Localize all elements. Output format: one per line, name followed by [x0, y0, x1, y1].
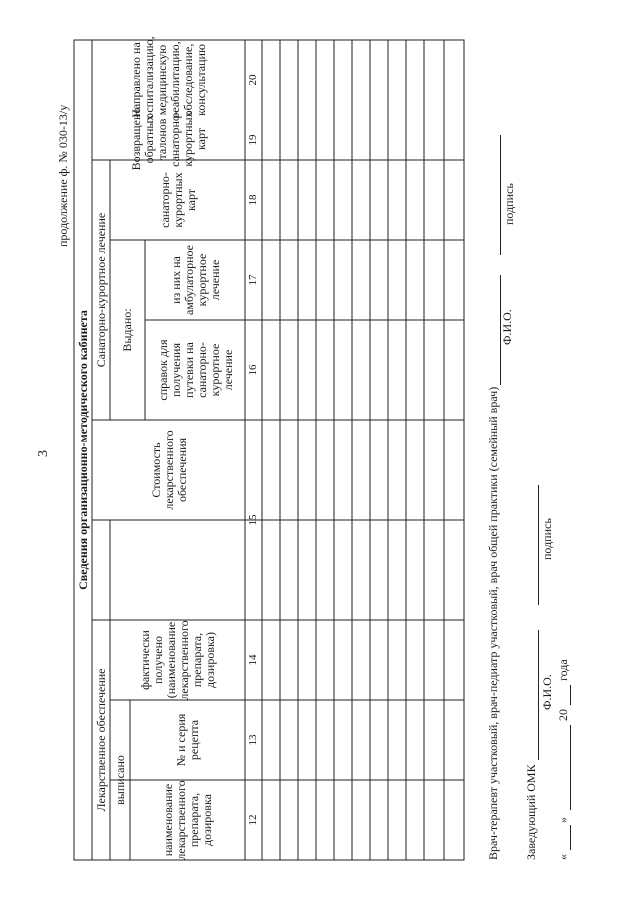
head-signature-underline [538, 485, 539, 605]
header-drug-supply: Лекарственное обеспечение [93, 668, 108, 812]
col-number-20: 20 [247, 74, 259, 86]
header-col-15: Стоимость лекарственного обеспечения [148, 430, 189, 510]
col-number-12: 12 [247, 814, 259, 826]
date-close-quote: » [556, 817, 570, 823]
col-number-13: 13 [247, 734, 259, 746]
date-open-quote: « [556, 854, 570, 860]
header-col-17: из них на амбулаторное курортное лечение [168, 244, 222, 316]
col-number-14: 14 [247, 654, 259, 666]
header-col-13: № и серия рецепта [174, 713, 201, 767]
header-col-18: санаторно-курортных карт [157, 172, 198, 228]
date-day-underline [570, 825, 571, 850]
header-spa-treatment: Санаторно-курортное лечение [93, 212, 108, 368]
date-year-word: года [556, 659, 570, 681]
page-number: 3 [36, 450, 51, 457]
header-prescribed: выписано [112, 755, 127, 805]
col-number-16: 16 [247, 364, 259, 376]
head-fio-label: Ф.И.О. [540, 674, 554, 710]
head-signature-label: подпись [540, 518, 554, 560]
doctors-fio-label: Ф.И.О. [500, 309, 514, 345]
header-col-20: Направлено на госпитализацию, медицинскую реабилитацию, обследование, консультацию [129, 36, 208, 124]
table-title: Сведения организационно-методического кабинета [75, 310, 90, 590]
col-number-17: 17 [247, 274, 259, 286]
header-col-14: фактически получено (наименование лекарственного препарата, дозировка) [138, 620, 217, 700]
continuation-label: продолжение ф. № 030-13/у [56, 104, 70, 247]
header-issued: Выдано: [120, 308, 134, 352]
doctors-line-label: Врач-терапевт участковый, врач-педиатр участковый, врач общей практики (семейный врач) [486, 386, 500, 860]
header-col-19: Возвращено обратных талонов санаторно-курортных карт [129, 107, 208, 171]
date-month-underline [570, 725, 571, 810]
col-number-15: 15 [247, 514, 259, 526]
head-fio-underline [538, 630, 539, 760]
head-omk-label: Заведующий ОМК [524, 764, 538, 860]
doctors-signature-underline [500, 135, 501, 255]
doctors-signature-label: подпись [502, 183, 516, 225]
header-col-16: справок для получения путевки на санаторно-курортное лечение [155, 339, 235, 401]
col-number-18: 18 [247, 194, 259, 206]
date-century: 20 [556, 709, 570, 721]
header-col-12: наименование лекарственного препарата, дозировка [161, 780, 214, 860]
date-year-underline [570, 685, 571, 705]
col-number-19: 19 [247, 134, 259, 146]
